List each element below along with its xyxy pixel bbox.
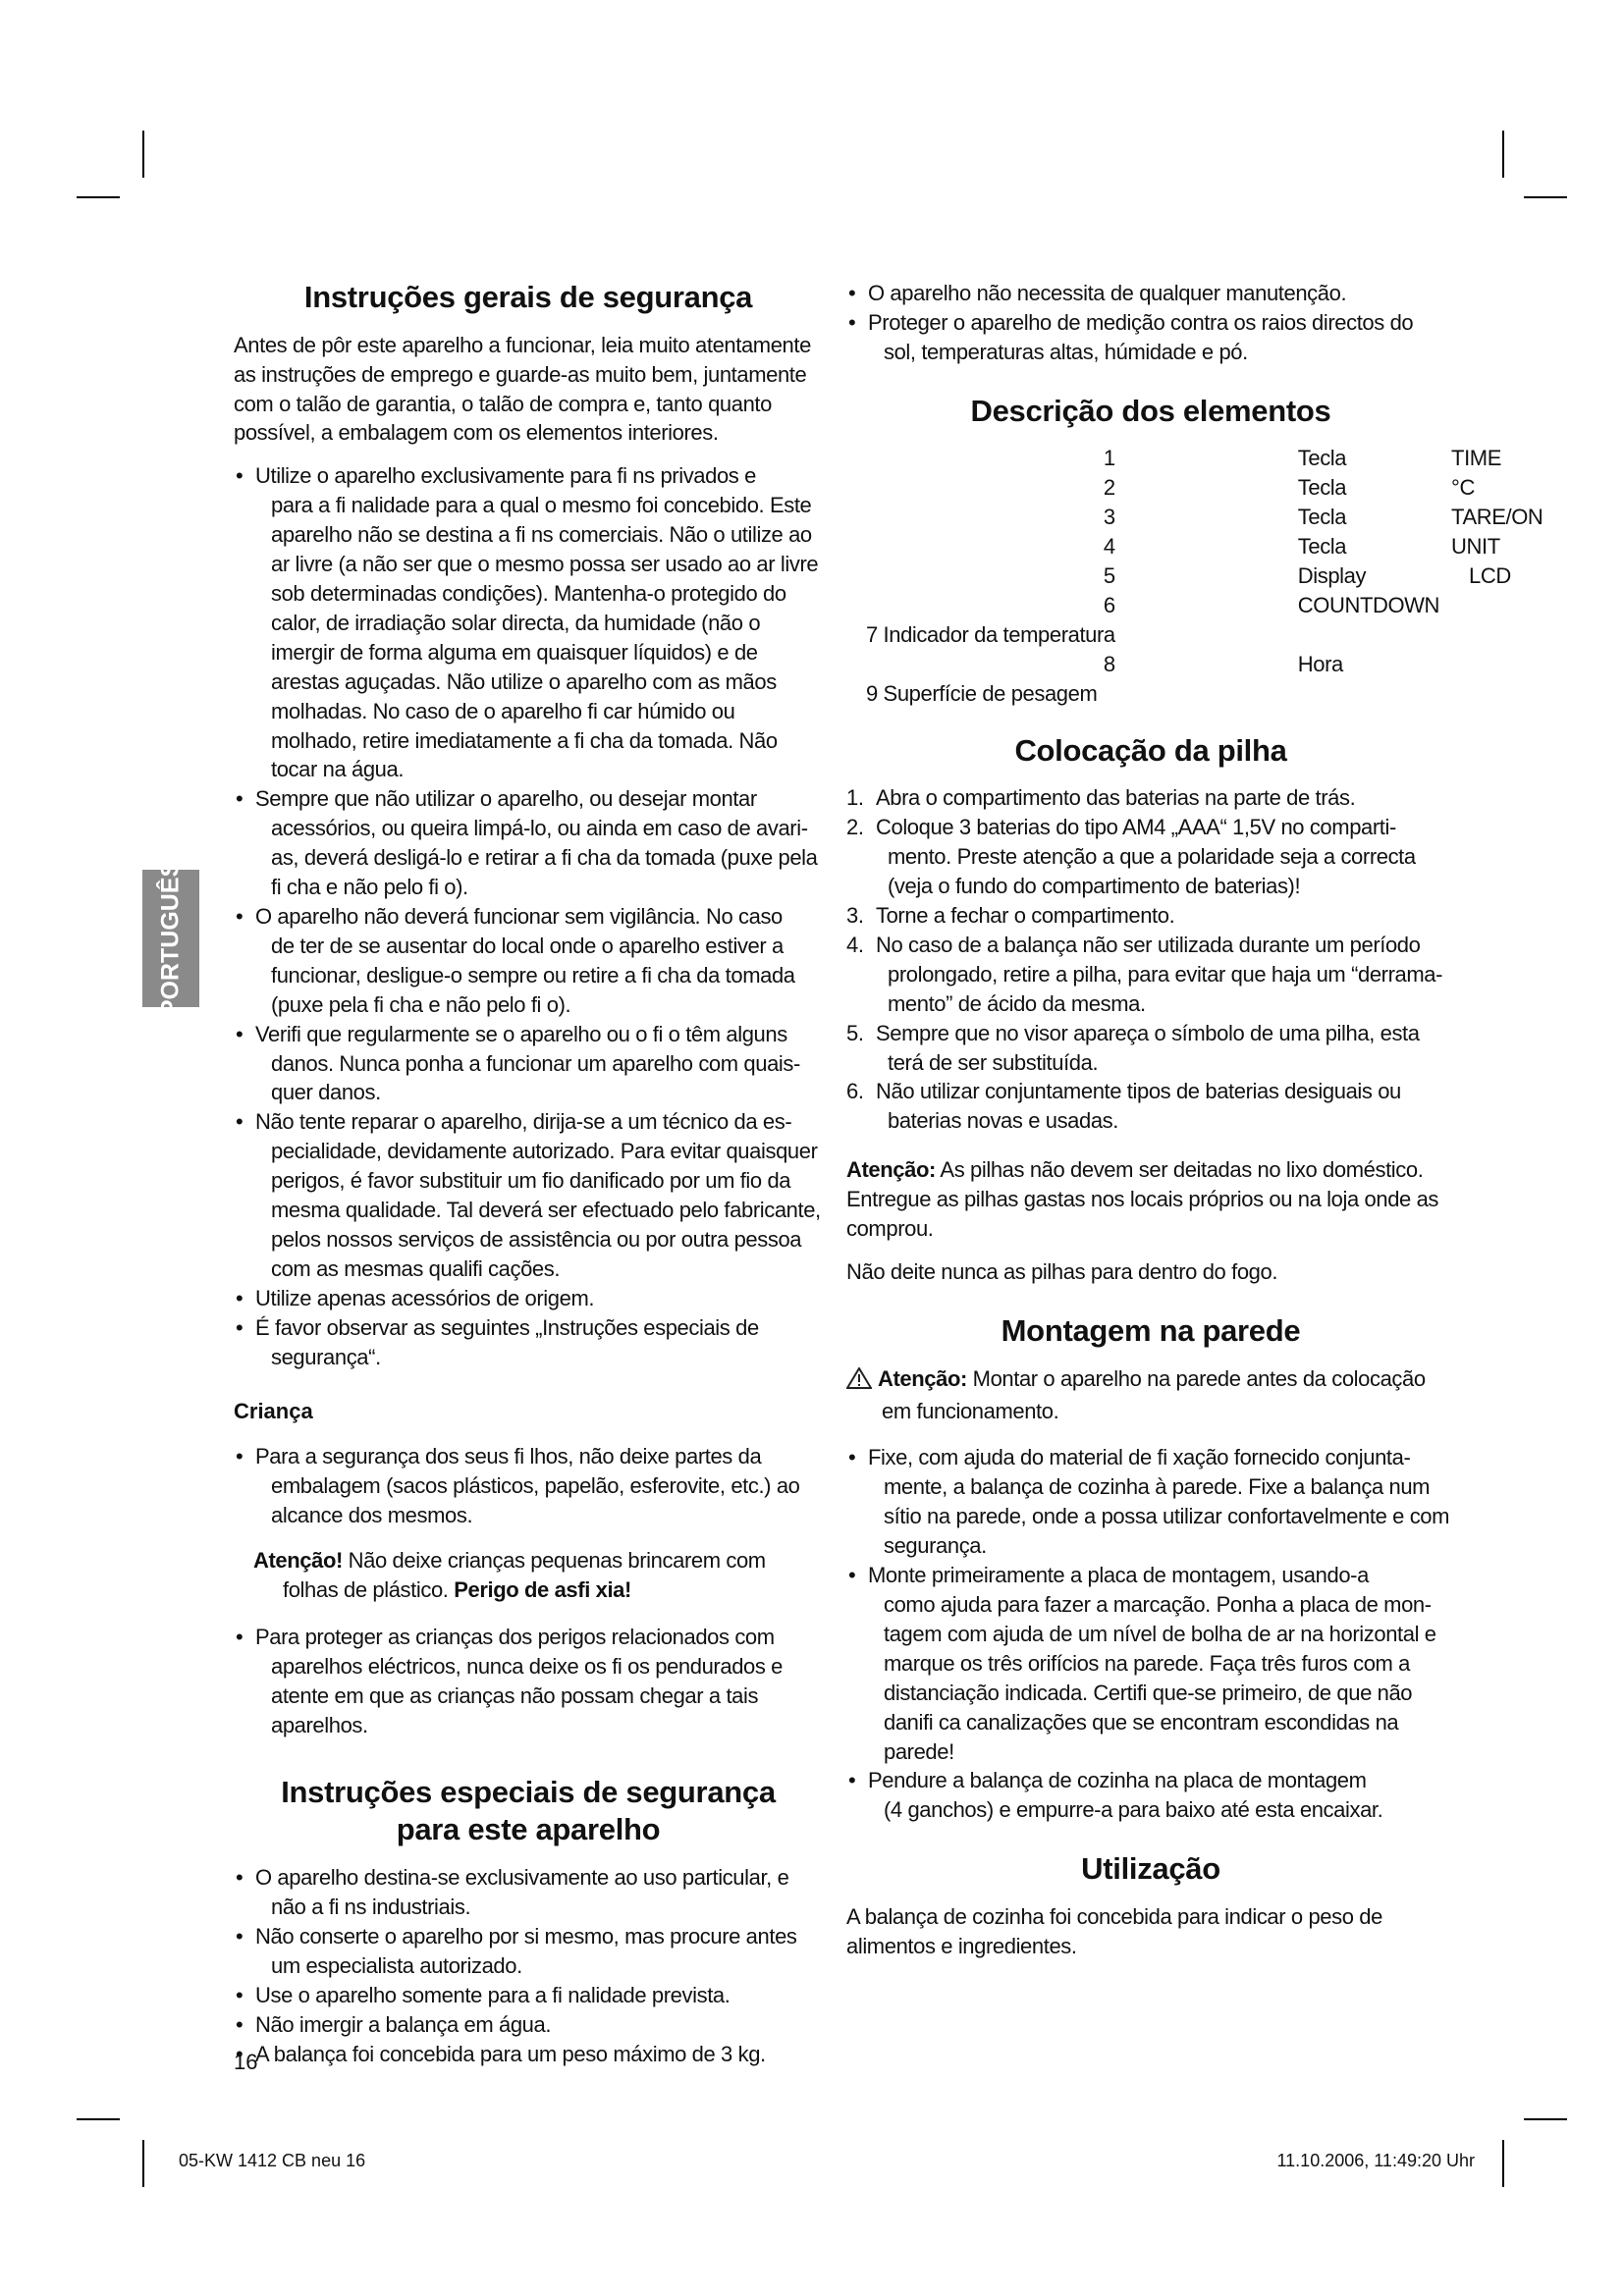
list-item: • É favor observar as seguintes „Instruções especiais de segurança“. — [234, 1313, 823, 1372]
warning-triangle-icon — [846, 1367, 874, 1397]
list-item: • Sempre que não utilizar o aparelho, ou desejar montar acessórios, ou queira limpá-lo, ou ainda em caso de avari-as, deverá desligá-lo e retirar a fi cha da tomada (puxe pela fi cha e não pelo fi o). — [234, 784, 823, 902]
list-item: 1. Abra o compartimento das baterias na parte de trás. — [846, 785, 1356, 811]
list-item: • Verifi que regularmente se o aparelho ou o fi o têm alguns danos. Nunca ponha a funcionar um aparelho com quais-quer danos. — [234, 1020, 823, 1108]
intro-paragraph: Antes de pôr este aparelho a funcionar, leia muito atentamente as instruções de emprego e guarde-as muito bem, juntamente com o talão de garantia, o talão de compra e, tanto quanto possível, a embalagem com os elementos interiores. — [234, 332, 811, 446]
list-item: • Fixe, com ajuda do material de fi xação fornecido conjunta- mente, a balança de cozinha à parede. Fixe a balança num sítio na parede, onde a possa utilizar confortavelmente e com segurança. — [846, 1443, 1455, 1561]
language-tab — [142, 860, 199, 1017]
usage-paragraph: A balança de cozinha foi concebida para indicar o peso de alimentos e ingredientes. — [846, 1903, 1382, 1958]
right-column — [846, 279, 1543, 1975]
list-item: 6. Não utilizar conjuntamente tipos de baterias desiguais ou baterias novas e usadas. — [846, 1079, 1401, 1134]
crop-mark — [1502, 2140, 1504, 2187]
list-item: • Utilize o aparelho exclusivamente para fi ns privados e para a fi nalidade para a qual o mesmo foi concebido. Este aparelho não se destina a fi ns comerciais. Não o utilize ao ar livre (a não ser que o mesmo possa ser usado ao ar livre sob determinadas condições). Mantenha-o protegido do calor, de irradiação solar directa, da humidade (não o imergir de forma alguma em quaisquer líquidos) e de arestas aguçadas. Não utilize o aparelho com as mãos molhadas. No caso de o aparelho fi car húmido ou molhado, retire imediatamente a fi cha da tomada. Não tocar na água. — [234, 461, 823, 784]
child-list-1 — [234, 1442, 823, 1530]
table-row: 4 Tecla UNIT — [1103, 534, 1500, 560]
crop-mark — [77, 2118, 120, 2120]
battery-steps — [846, 783, 1455, 1136]
table-row: 9 Superfície de pesagem — [866, 680, 1098, 706]
section-title-wall-mount: Montagem na parede — [1001, 1312, 1301, 1348]
battery-disposal-note: Atenção: As pilhas não devem ser deitadas no lixo doméstico. Entregue as pilhas gastas nos locais próprios ou na loja onde as comprou. — [846, 1157, 1439, 1242]
list-item: 4. No caso de a balança não ser utilizada durante um período prolongado, retire a pilha, para evitar que haja um “derrama-mento” de ácido da mesma. — [846, 932, 1443, 1016]
list-item: • O aparelho não deverá funcionar sem vigilância. No caso de ter de se ausentar do local onde o aparelho estiver a funcionar, desligue-o sempre ou retire a fi cha da tomada (puxe pela fi cha e não pelo fi o). — [234, 902, 823, 1020]
section-title-battery: Colocação da pilha — [1014, 732, 1287, 768]
elements-table — [846, 444, 1543, 708]
crop-mark — [142, 2140, 144, 2187]
table-row: 5 Display LCD — [1103, 563, 1511, 589]
section-title-elements: Descrição dos elementos — [970, 393, 1331, 428]
section-title-general-safety: Instruções gerais de segurança — [303, 280, 753, 314]
crop-mark — [1524, 196, 1567, 198]
list-item: • Monte primeiramente a placa de montagem, usando-a como ajuda para fazer a marcação. Ponha a placa de mon-tagem com ajuda de um nível de bolha de ar na horizontal e marque os três orifícios na parede. Faça três furos com a distanciação indicada. Certifi que-se primeiro, de que não danifi ca canalizações que se encontram escondidas na parede! — [846, 1561, 1455, 1766]
table-row: 2 Tecla °C — [1103, 475, 1475, 501]
child-list-2 — [234, 1623, 823, 1740]
wall-mount-warning: Atenção: Montar o aparelho na parede antes da colocação em funcionamento. — [846, 1364, 1455, 1426]
special-safety-list — [234, 1863, 823, 2068]
general-safety-list — [234, 461, 823, 1371]
list-item: • Proteger o aparelho de medição contra os raios directos do sol, temperaturas altas, húmidade e pó. — [846, 308, 1455, 367]
section-title-special-safety: Instruções especiais de segurança para este aparelho — [281, 1774, 776, 1847]
table-row: 7 Indicador da temperatura — [866, 621, 1115, 647]
section-title-usage: Utilização — [1081, 1851, 1220, 1887]
crop-mark — [142, 131, 144, 178]
crop-mark — [1524, 2118, 1567, 2120]
left-column — [234, 279, 823, 2084]
language-tab-label: PORTUGUÊS — [156, 860, 185, 1017]
maintenance-list — [846, 279, 1455, 367]
list-item: • Use o aparelho somente para a fi nalidade prevista. — [234, 1981, 823, 2010]
list-item: 3. Torne a fechar o compartimento. — [846, 903, 1175, 928]
child-heading: Criança — [234, 1399, 313, 1424]
crop-mark — [1502, 131, 1504, 178]
wall-mount-list — [846, 1443, 1455, 1825]
list-item: • O aparelho não necessita de qualquer manutenção. — [846, 279, 1455, 308]
list-item: • Não imergir a balança em água. — [234, 2010, 823, 2040]
list-item: • Não tente reparar o aparelho, dirija-se a um técnico da es- pecialidade, devidamente autorizado. Para evitar quaisquer perigos, é favor substituir um fio danificado por um fio da mesma qualidade. Tal deverá ser efectuado pelo fabricante, pelos nossos serviços de assistência ou por outra pessoa com as mesmas qualifi cações. — [234, 1107, 823, 1283]
footer-left: 05-KW 1412 CB neu 16 — [179, 2151, 366, 2170]
list-item: • Para proteger as crianças dos perigos relacionados com aparelhos eléctricos, nunca deixe os fi os pendurados e atente em que as crianças não possam chegar a tais aparelhos. — [234, 1623, 823, 1740]
list-item: • Para a segurança dos seus fi lhos, não deixe partes da embalagem (sacos plásticos, papelão, esferovite, etc.) ao alcance dos mesmos. — [234, 1442, 823, 1530]
table-row: 6 COUNTDOWN — [1103, 593, 1440, 617]
table-row: 3 Tecla TARE/ON — [1103, 505, 1543, 530]
table-row: 1 Tecla TIME — [1103, 446, 1501, 471]
suffocation-warning: Atenção! Não deixe crianças pequenas brincarem com folhas de plástico. Perigo de asfi xia! — [253, 1548, 766, 1603]
list-item: 2. Coloque 3 baterias do tipo AM4 „AAA“ 1,5V no comparti- mento. Preste atenção a que a polaridade seja a correcta (veja o fundo do compartimento de baterias)! — [846, 815, 1416, 899]
crop-mark — [77, 196, 120, 198]
footer-right: 11.10.2006, 11:49:20 Uhr — [1276, 2151, 1475, 2170]
list-item: • Pendure a balança de cozinha na placa de montagem (4 ganchos) e empurre-a para baixo até esta encaixar. — [846, 1766, 1455, 1825]
page-number: 16 — [234, 2050, 258, 2074]
fire-warning: Não deite nunca as pilhas para dentro do fogo. — [846, 1258, 1278, 1284]
table-row: 8 Hora — [1103, 651, 1343, 676]
list-item: • O aparelho destina-se exclusivamente ao uso particular, e não a fi ns industriais. — [234, 1863, 823, 1922]
list-item: 5. Sempre que no visor apareça o símbolo de uma pilha, esta terá de ser substituída. — [846, 1020, 1420, 1075]
list-item: • A balança foi concebida para um peso máximo de 3 kg. — [234, 2040, 823, 2069]
list-item: • Utilize apenas acessórios de origem. — [234, 1284, 823, 1313]
list-item: • Não conserte o aparelho por si mesmo, mas procure antes um especialista autorizado. — [234, 1922, 823, 1981]
